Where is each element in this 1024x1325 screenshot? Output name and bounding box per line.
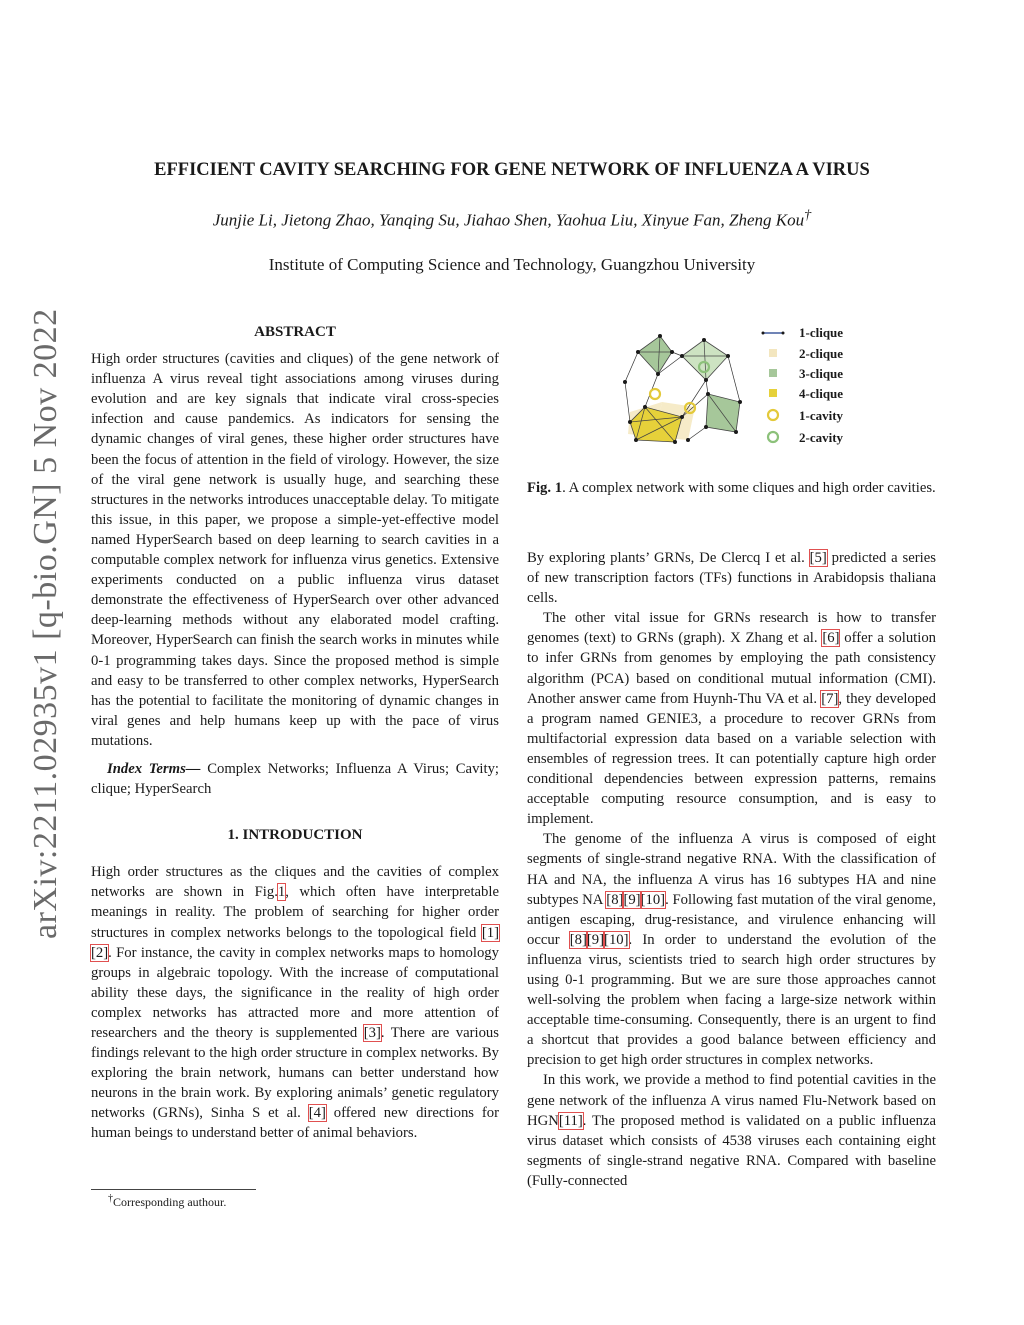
two-clique-swatch [769, 349, 777, 357]
citation-link[interactable]: [9] [623, 891, 641, 908]
paper-title: EFFICIENT CAVITY SEARCHING FOR GENE NETWORK OF INFLUENZA A VIRUS [154, 160, 870, 180]
footnote-mark: † [108, 1193, 113, 1204]
body-paragraph [527, 829, 936, 1070]
legend-label-4-clique: 4-clique [799, 386, 844, 401]
index-terms-text: Complex Networks; Influenza A Virus; Cavity; clique; HyperSearch [91, 760, 499, 798]
three-clique [706, 394, 740, 432]
body-text: offer a solution to infer GRNs from genomes by employing the path consistency algorithm (PCA) based on conditional mutual information (CMI). Another answer came from Huynh-Thu VA et al. [527, 630, 937, 707]
intro-heading: 1. INTRODUCTION [227, 827, 363, 844]
index-terms-label: Index Terms— [107, 760, 201, 777]
body-text: . In order to understand the evolution of the influenza virus, scientists tried to search high order structures by using 0-1 programming. But we are sure those approaches cannot well-solving the problem when facing a large-size network within acceptable time-consuming. Consequently, there is an urgent to find a shortcut that provides a good balance between efficiency and precision to get high order structures in complex networks. [527, 931, 936, 1069]
citation-link[interactable]: [10] [640, 891, 666, 908]
citation-link[interactable]: [1] [481, 924, 499, 941]
author-list [0, 207, 1024, 231]
body-paragraph [527, 548, 936, 608]
citation-link[interactable]: [8] [606, 891, 624, 908]
citation-link[interactable]: [6] [822, 630, 840, 647]
network-figure [600, 322, 940, 452]
one-cavity-swatch [768, 410, 778, 420]
abstract-text: High order structures (cavities and cliques) of the gene network of influenza A virus reveal tight associations among viruses during evolution and are key signals that indicate viral cross-species infection and cause pandemics. As indicators for sensing the dynamic changes of viral genes, these higher order structures have been the focus of attention in the field of virology. However, the size of the viral gene network is usually huge, and searching these structures in the networks introduces unacceptable delay. To mitigate this issue, in this paper, we propose a simple-yet-effective model named HyperSearch based on deep learning to search cavities in a computable complex network for influenza virus genetics. Extensive experiments conducted on a public influenza virus dataset demonstrate the effectiveness of HyperSearch over other advanced deep-learning methods without any elaborated model crafting. Moreover, HyperSearch can finish the search works in minutes while 0-1 programming takes days. Since the proposed method is simple and easy to be transferred to other complex networks, HyperSearch has the potential to facilitate the monitoring of dynamic changes in viral genes and help humans keep up with the pace of virus mutations. [91, 351, 499, 749]
footnote-text: Corresponding authour. [113, 1195, 227, 1209]
intro-text: , which often have interpretable meanings in reality. The problem of searching for higher order structures in complex networks belongs to the topological field [91, 884, 499, 941]
legend-label-1-cavity: 1-cavity [799, 408, 844, 423]
citation-link[interactable]: [8] [569, 931, 587, 948]
citation-link[interactable]: [2] [91, 944, 109, 961]
corresponding-mark: † [804, 207, 812, 223]
affiliation: Institute of Computing Science and Technology, Guangzhou University [268, 255, 756, 274]
figure-legend [762, 325, 844, 445]
three-clique-swatch [769, 369, 777, 377]
body-text: By exploring plants’ GRNs, De Clercq I et al. [527, 550, 810, 566]
body-text: , they developed a program named GENIE3, a procedure to recover GRNs from multifactorial expression data based on a variable selection with ensembles of regression trees. It can potentially capture high order conditional dependencies between expression patterns, remains acceptable computing resource consumption, and is easy to implement. [527, 690, 936, 828]
left-column [91, 322, 499, 1144]
author-names: Junjie Li, Jietong Zhao, Yanqing Su, Jiahao Shen, Yaohua Liu, Xinyue Fan, Zheng Kou [212, 210, 805, 230]
one-cavity-marker [650, 389, 660, 399]
citation-link[interactable]: [11] [558, 1112, 583, 1129]
legend-label-2-clique: 2-clique [799, 346, 844, 361]
intro-text: offered new directions for human beings to understand better of animal behaviors. [91, 1105, 499, 1142]
body-text: In this work, we provide a method to find potential cavities in the gene network of the influenza A virus named Flu-Network based on HGN [527, 1072, 936, 1129]
body-paragraph [527, 1070, 936, 1191]
intro-text: High order structures as the cliques and the cavities of complex networks are shown in Fig. [91, 864, 499, 901]
citation-link[interactable]: [9] [586, 931, 605, 948]
citation-link[interactable]: [3] [363, 1025, 381, 1041]
citation-link[interactable]: [4] [308, 1105, 326, 1122]
intro-paragraph [91, 862, 499, 1143]
figure-link[interactable]: 1 [277, 884, 286, 901]
two-cavity-swatch [768, 432, 778, 442]
four-clique-swatch [769, 389, 777, 397]
body-text: predicted a series of new transcription factors (TFs) functions in Arabidopsis thaliana cells. [527, 550, 936, 607]
body-text: The genome of the influenza A virus is composed of eight segments of single-strand negative RNA. With the classification of HA and NA, the influenza A virus has 16 subtypes HA and nine subtypes NA [527, 831, 936, 908]
legend-label-3-clique: 3-clique [799, 366, 844, 381]
intro-text: . For instance, the cavity in complex networks maps to homology groups in algebraic topology. With the increase of computational ability these days, the significance in the reality of high order complex networks has attracted more and more attention of researchers and the theory is supplemented [91, 944, 499, 1041]
legend-label-2-cavity: 2-cavity [799, 430, 844, 445]
abstract-heading: ABSTRACT [254, 324, 336, 340]
arxiv-identifier: arXiv:2211.02935v1 [q-bio.GN] 5 Nov 2022 [27, 308, 64, 939]
figure-caption-label: Fig. 1 [527, 480, 563, 496]
body-paragraph [527, 608, 936, 829]
footnote-divider [91, 1189, 256, 1190]
body-text: The other vital issue for GRNs research is how to transfer genomes (text) to GRNs (graph). X Zhang et al. [527, 610, 936, 647]
citation-link[interactable]: [7] [821, 690, 839, 707]
citation-link[interactable]: [5] [809, 550, 827, 566]
citation-link[interactable]: [10] [604, 931, 629, 948]
legend-label-1-clique: 1-clique [799, 325, 844, 340]
three-clique [638, 336, 672, 374]
body-text: . The proposed method is validated on a public influenza virus dataset which consists of 4538 viruses each containing eight segments of single-strand negative RNA. Compared with baseline (Fully-connected [527, 1112, 936, 1189]
right-column [527, 548, 936, 1191]
figure-caption-text: . A complex network with some cliques and high order cavities. [562, 480, 936, 496]
footnote [108, 1193, 226, 1210]
index-terms [91, 759, 499, 799]
body-text: . Following fast mutation of the viral genome, antigen escaping, drug-resistance, and virulence enhancing will occur [527, 891, 936, 948]
figure-caption [527, 478, 936, 498]
intro-text: . There are various findings relevant to the high order structure in complex networks. By exploring the brain network, humans can better understand how neurons in the brain work. By exploring animals’ genetic regulatory networks (GRNs), Sinha S et al. [91, 1025, 499, 1122]
